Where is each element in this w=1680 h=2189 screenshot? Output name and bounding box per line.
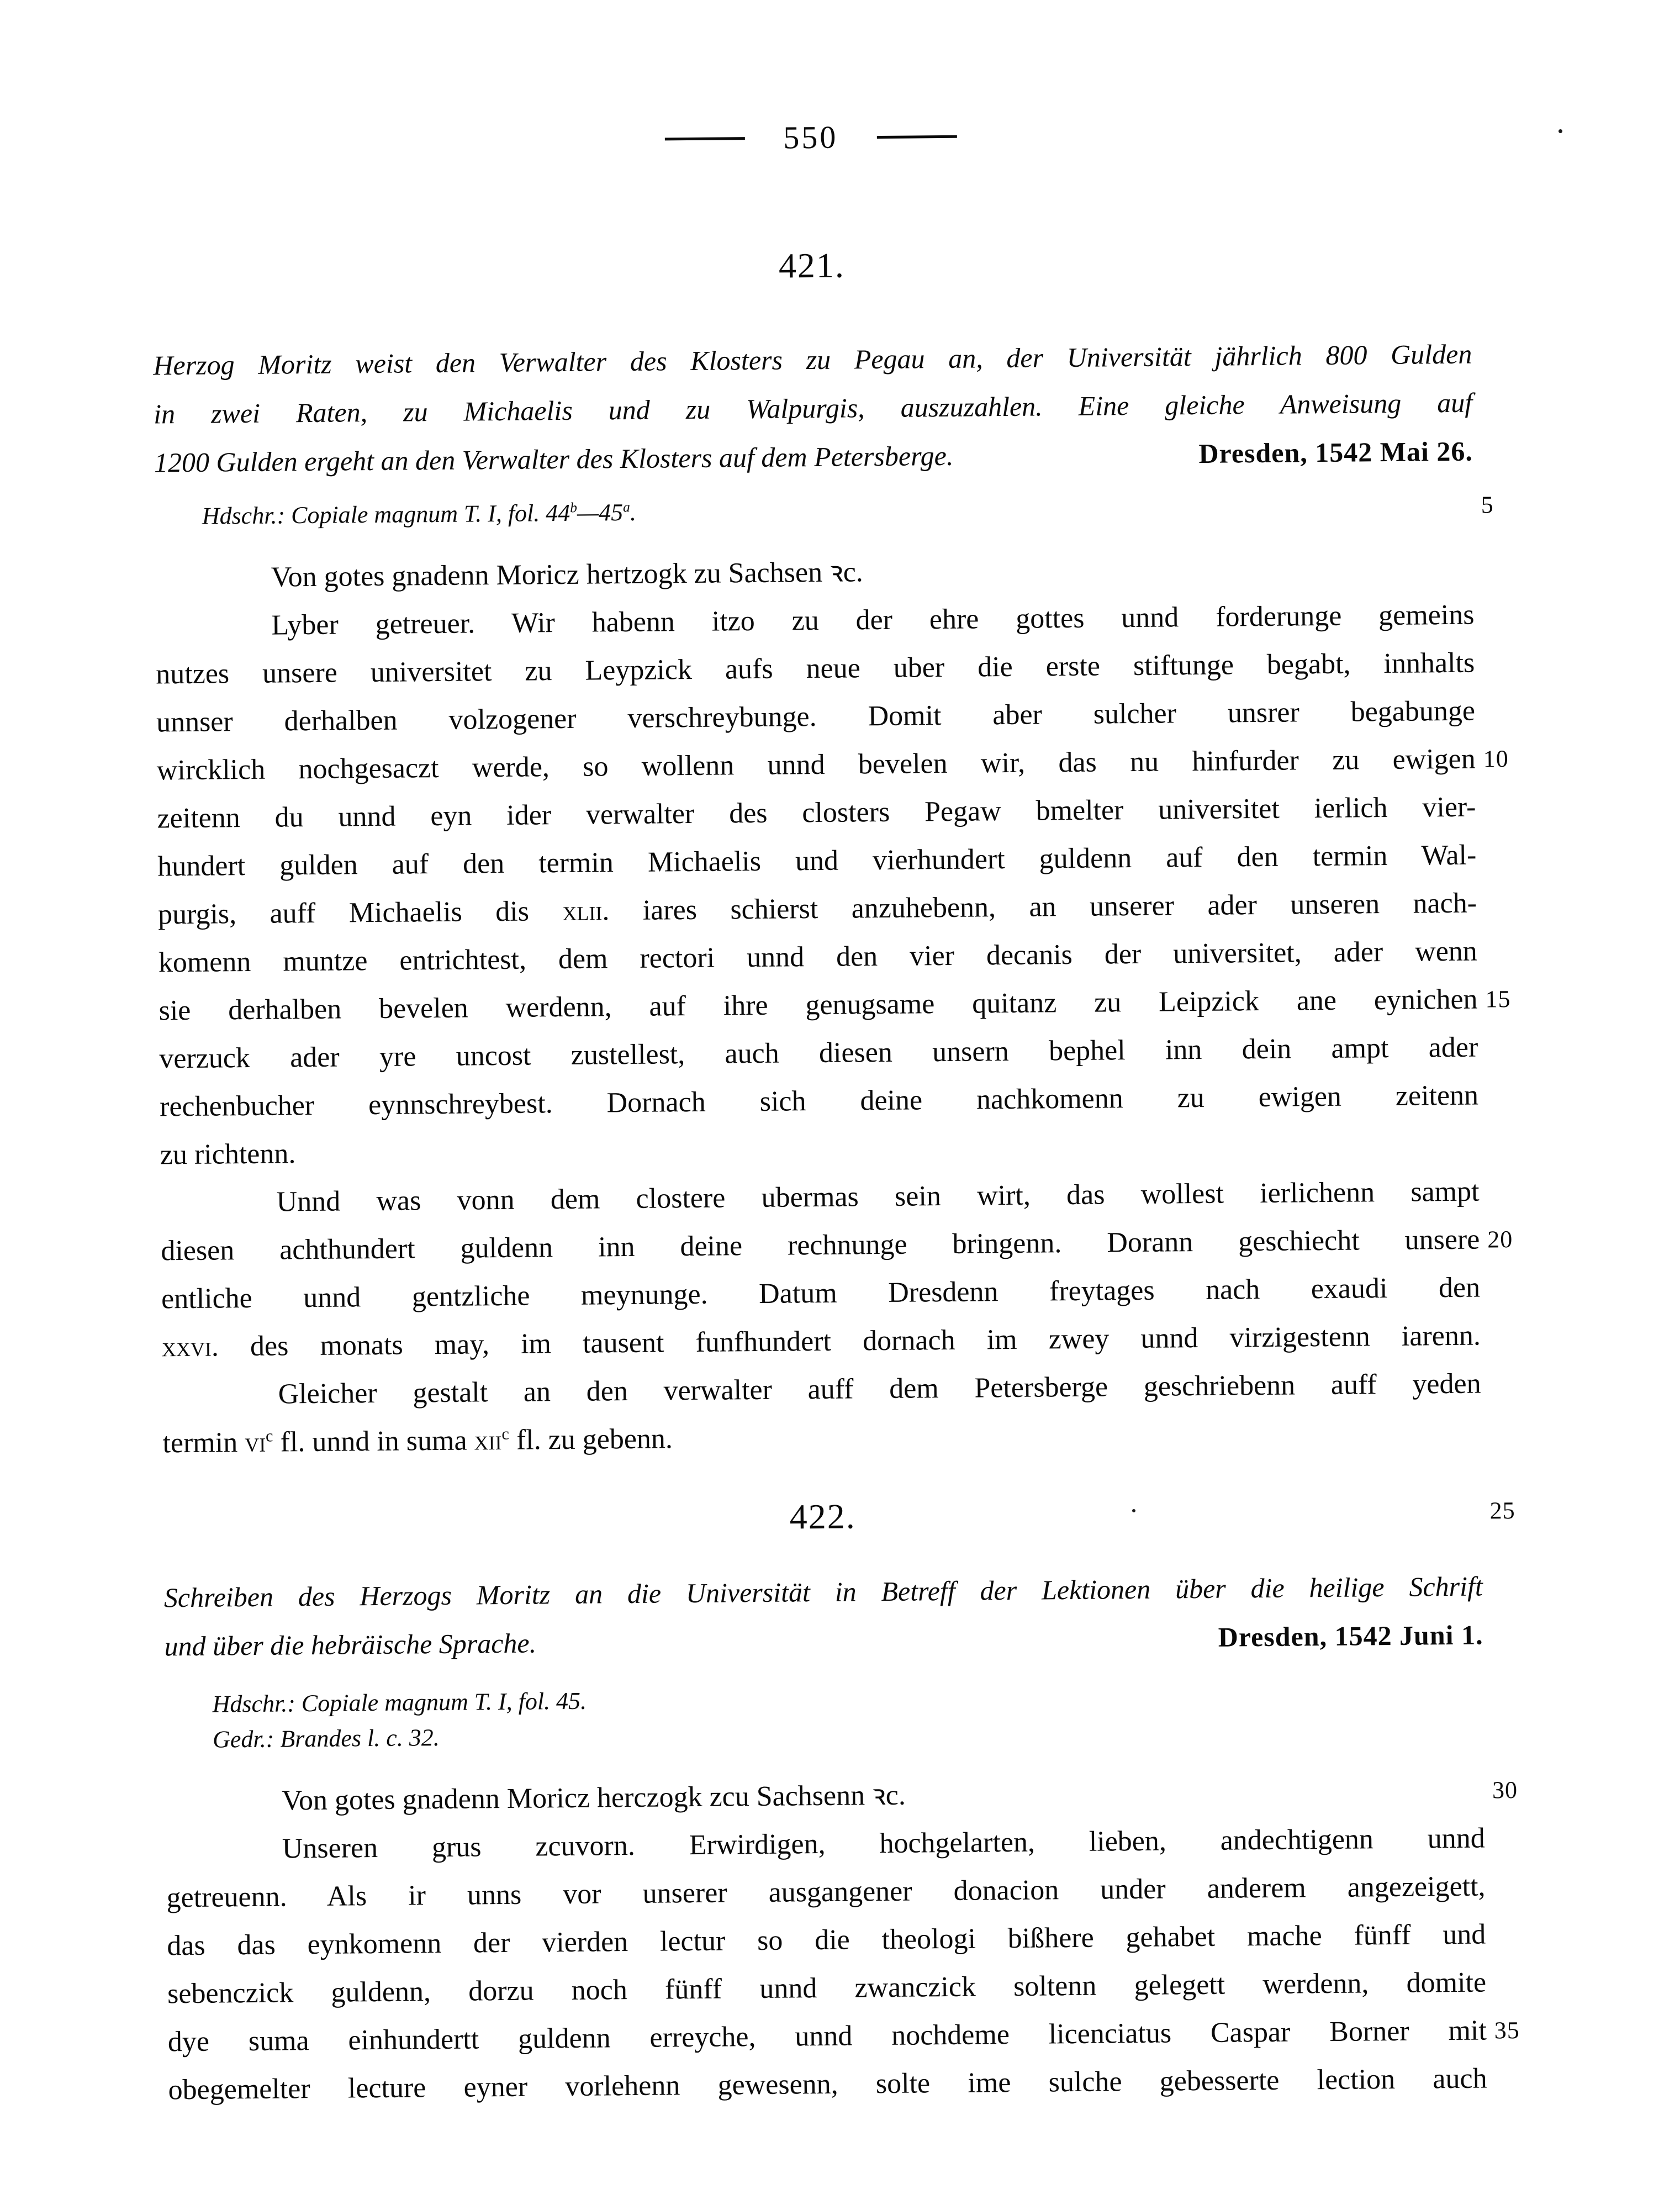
body-line: Von gotes gnadenn Moricz hertzogk zu Sachsen ꝛc. [271,556,864,593]
page-header [151,112,1471,163]
summary-line: in zwei Raten, zu Michaelis und zu Walpurgis, auszuzahlen. Eine gleiche Anweisung auf [153,387,1473,430]
header-rule-right [876,135,957,138]
source-line: Hdschr.: Copiale magnum T. I, fol. 45. [212,1687,587,1718]
document-422 [163,1491,1520,2114]
summary-line: Schreiben des Herzogs Moritz an die Universität in Betreff der Lektionen über die heilige Schrift [163,1570,1483,1613]
body-line: Unseren grus zcuvorn. Erwirdigen, hochgelarten, lieben, andechtigenn unnd [282,1822,1486,1865]
body-text: Von gotes gnadenn Moricz herczogk zcu Sachsenn ꝛc. [281,1779,906,1817]
body-text: wircklich nochgesaczt werde, so wollenn unnd bevelen wir, das nu hinfurder zu ewigen [156,743,1476,787]
body-line: komenn muntze entrichtest, dem rectori unnd den vier decanis der universitet, ader wenn [158,935,1478,979]
body-line: zu richtenn. [160,1138,296,1171]
source-line: Gedr.: Brandes l. c. 32. [212,1724,440,1753]
body-line: Unnd was vonn dem clostere ubermas sein wirt, das wollest ierlichenn sampt [276,1175,1480,1218]
body-text: sie derhalben bevelen werdenn, auf ihre genugsame quitanz zu Leipzick ane eynichen [159,983,1478,1027]
body-text: fl. zu gebenn. [509,1423,673,1456]
document-421 [152,240,1513,1468]
margin-line-number: 15 [1485,985,1511,1013]
body-line: das das eynkomenn der vierden lectur so die theologi bißhere gehabet mache fünff und [167,1918,1486,1962]
doc-421-summary [153,330,1473,487]
margin-line-number: 20 [1487,1226,1513,1253]
doc-422-number [163,1491,1515,1543]
body-line: sebenczick guldenn, dorzu noch fünff unnd zwanczick soltenn gelegett werdenn, domite [167,1966,1487,2010]
margin-line-number: 10 [1483,745,1509,773]
body-line: Lyber getreuer. Wir habenn itzo zu der ehre gottes unnd forderunge gemeins [271,599,1475,641]
folio-superscript: a [622,499,630,515]
margin-line-number: 35 [1494,2016,1520,2044]
body-text: purgis, auff Michaelis dis [157,895,563,931]
body-line: zeitenn du unnd eyn ider verwalter des closters Pegaw bmelter universitet ierlich vier- [157,791,1476,835]
body-text: . iares schierst anzuhebenn, an unserer ader unseren nach- [602,887,1477,927]
body-line: getreuenn. Als ir unns vor unserer ausgangener donacion under anderem angezeigett, [166,1870,1486,1914]
source-line [155,488,1494,535]
doc-422-source [165,1676,1484,1758]
margin-line-number: 30 [1492,1776,1518,1804]
body-text: termin [162,1427,245,1459]
summary-last-text: und über die hebräische Sprache. [164,1627,537,1662]
hundred-superscript: c [265,1426,273,1446]
margin-line-number: 25 [1489,1497,1515,1525]
body-text: diesen achthundert guldenn inn deine rechnunge bringenn. Dorann geschiecht unsere [161,1223,1480,1267]
body-line: hundert gulden auf den termin Michaelis und vierhundert guldenn auf den termin Wal- [157,839,1477,883]
doc-421-number: 421. [778,245,846,286]
body-text: fl. unnd in suma [273,1425,474,1458]
doc-422-body [166,1766,1520,2114]
page-number: 550 [783,119,838,156]
page-content [150,0,1520,2114]
roman-numeral: xii [474,1425,502,1457]
body-line: nutzes unsere universitet zu Leypzick aufs neue uber die erste stiftunge begabt, innhalts [156,647,1475,690]
body-line: obegemelter lecture eyner vorlehenn gewesenn, solte ime sulche gebesserte lection auch [168,2063,1487,2106]
body-text: dye suma einhundertt guldenn erreyche, unnd nochdeme licenciatus Caspar Borner mit [167,2014,1487,2058]
roman-numeral: xxvi [161,1331,212,1363]
source-text: —45 [577,499,624,526]
doc-421-body [155,543,1513,1468]
body-line: verzuck ader yre uncost zustellest, auch diesen unsern bephel inn dein ampt ader [159,1031,1478,1075]
header-rule-left [664,137,744,140]
doc-421-source [155,488,1494,535]
body-line: Gleicher gestalt an den verwalter auff dem Petersberge geschriebenn auff yeden [278,1368,1481,1410]
ink-speck [1132,1509,1135,1512]
body-line: entliche unnd gentzliche meynunge. Datum Dresdenn freytages nach exaudi den [161,1272,1481,1315]
body-line: unnser derhalben volzogener verschreybunge. Domit aber sulcher unsrer begabunge [156,695,1476,739]
summary-line: Herzog Moritz weist den Verwalter des Klosters zu Pegau an, der Universität jährlich 800 Gulden [153,338,1472,381]
ink-speck [1559,129,1562,133]
source-text: . [630,498,637,526]
roman-numeral: xlii [562,895,603,927]
roman-numeral: vi [244,1426,266,1459]
doc-421-dateline: Dresden, 1542 Mai 26. [1198,435,1473,469]
summary-last-text: 1200 Gulden ergeht an den Verwalter des Klosters auf dem Petersberge. [154,440,954,478]
body-line: rechenbucher eynnschreybest. Dornach sich deine nachkomenn zu ewigen zeitenn [159,1079,1479,1123]
doc-422-number-text: 422. [789,1496,856,1537]
hundred-superscript: c [501,1424,509,1443]
margin-line-number: 5 [1481,491,1494,519]
doc-422-summary [163,1562,1483,1671]
body-text: . des monats may, im tausent funfhundert dornach im zwey unnd virzigestenn iarenn. [211,1320,1481,1363]
source-text: Hdschr.: Copiale magnum T. I, fol. 44 [202,499,570,530]
doc-422-dateline: Dresden, 1542 Juni 1. [1218,1619,1483,1653]
folio-superscript: b [570,499,578,516]
